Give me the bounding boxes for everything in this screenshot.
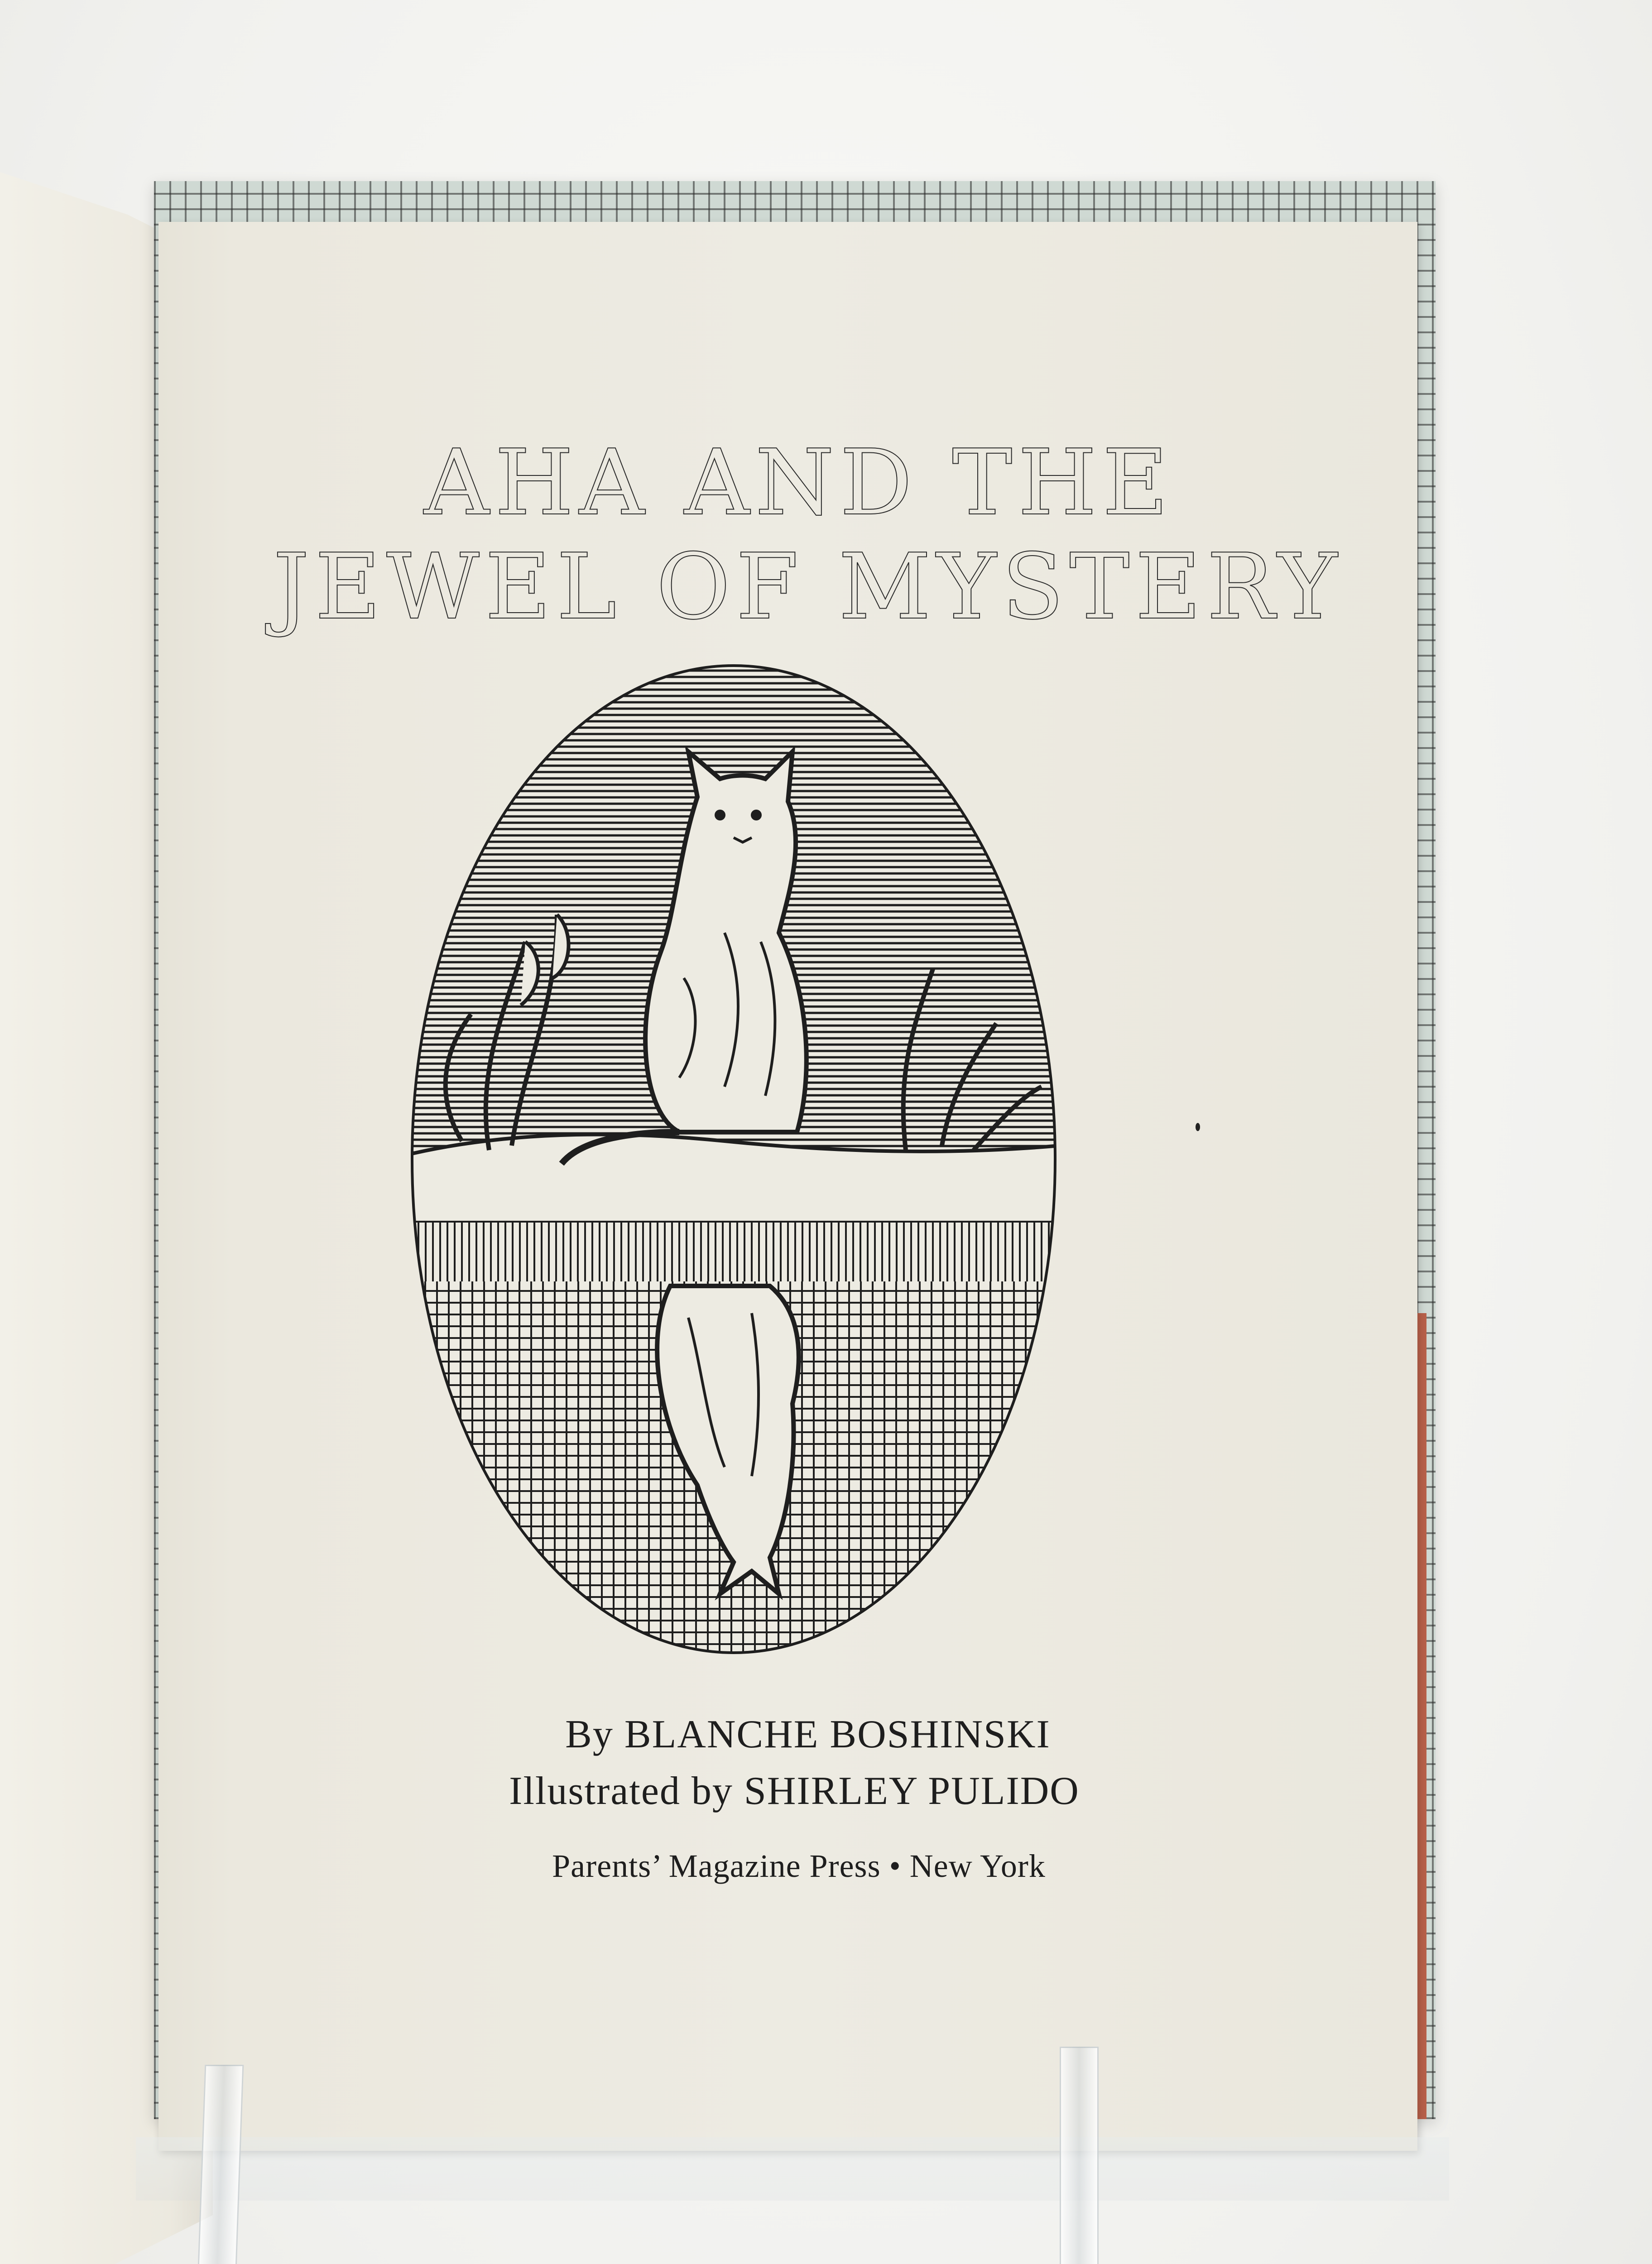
illustrator-credit: Illustrated by SHIRLEY PULIDO (509, 1769, 1080, 1813)
page-speck (1196, 1123, 1200, 1131)
book-title-line-2: JEWEL OF MYSTERY (273, 534, 1343, 640)
acrylic-stand-right-post (1060, 2047, 1099, 2264)
author-credit: By BLANCHE BOSHINSKI (565, 1712, 1051, 1756)
acrylic-stand-base (136, 2137, 1449, 2201)
publisher-line: Parents’ Magazine Press • New York (552, 1848, 1046, 1884)
cat-reflection-illustration (408, 661, 1060, 1657)
book-title-line-1: AHA AND THE (423, 430, 1174, 536)
